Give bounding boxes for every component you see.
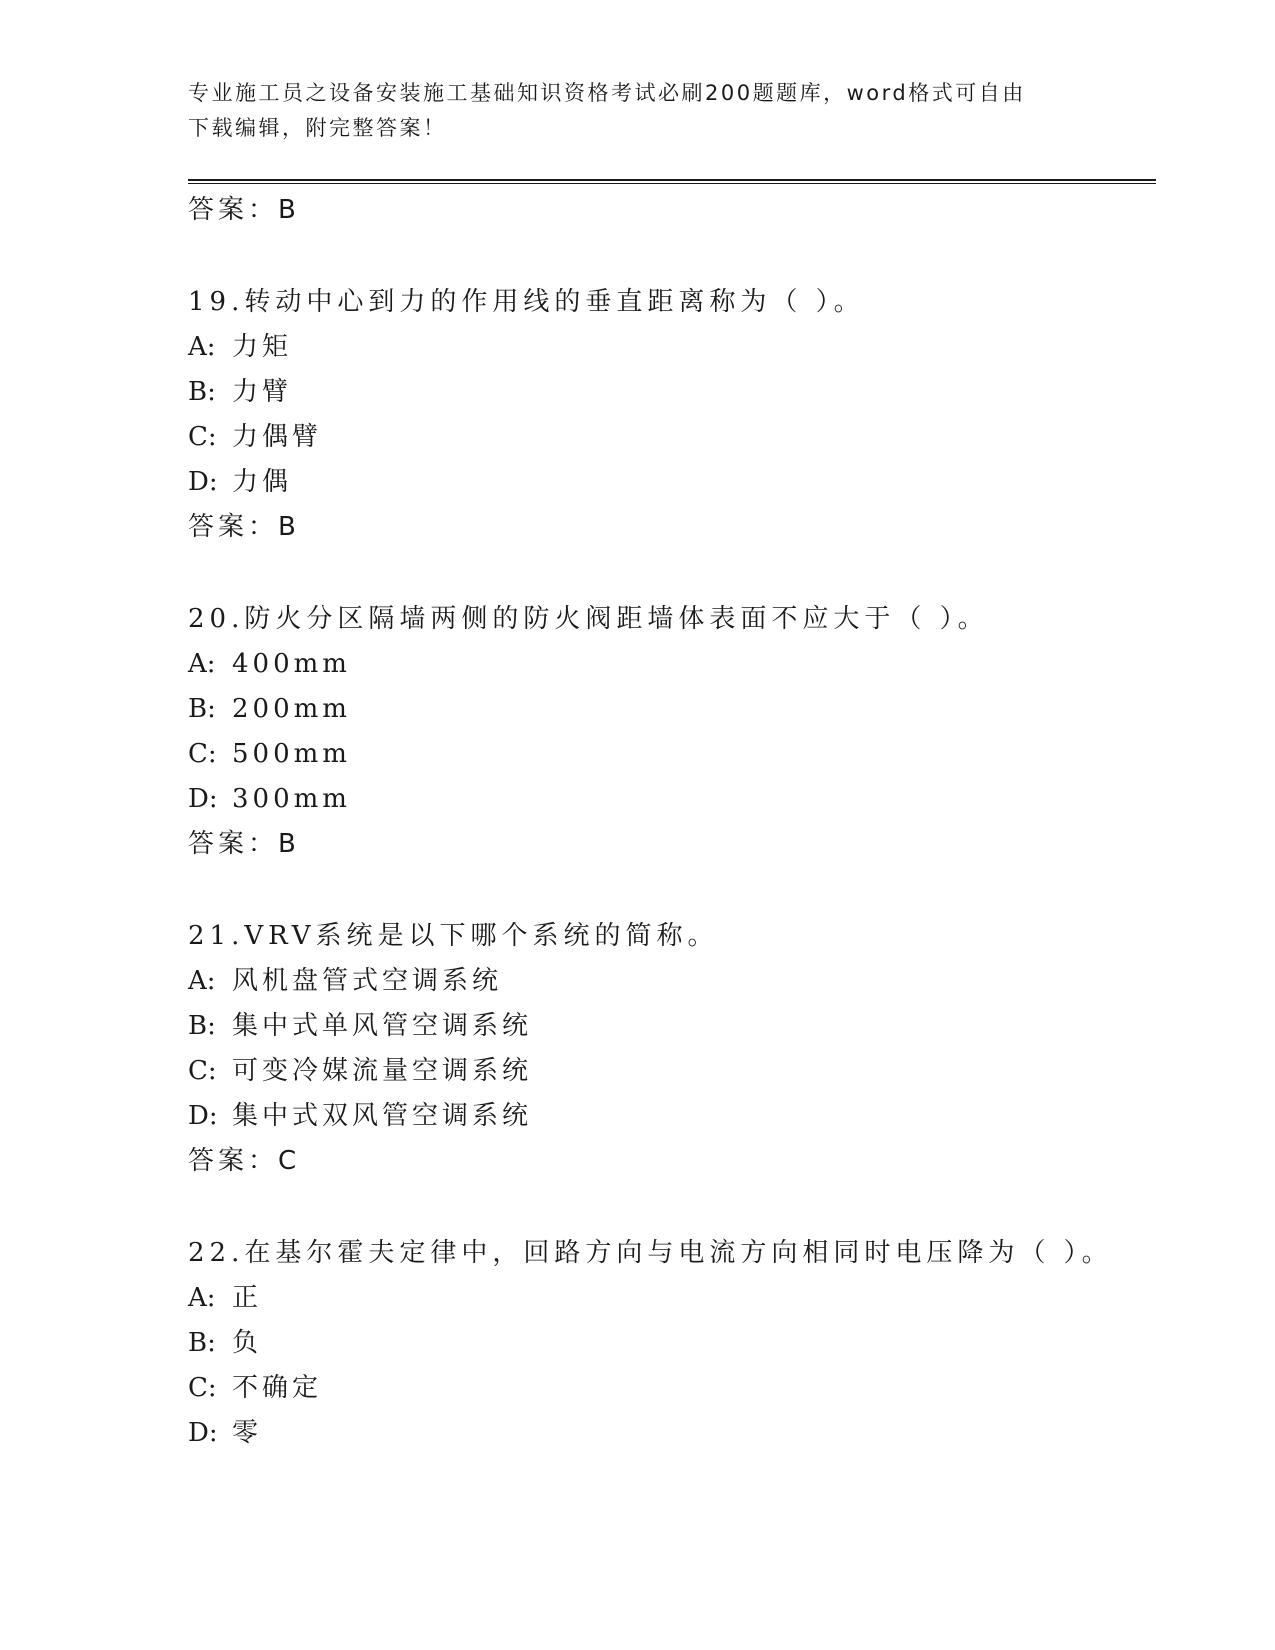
option-a xyxy=(188,1276,1156,1321)
option-text: 正 xyxy=(232,1283,263,1313)
header-line-1: 专业施工员之设备安装施工基础知识资格考试必刷200题题库，word格式可自由 xyxy=(188,81,1026,105)
option-key: D: xyxy=(188,1418,218,1448)
answer-value: B xyxy=(278,829,297,859)
option-key: B: xyxy=(188,1011,216,1041)
option-b xyxy=(188,1321,1156,1366)
option-c xyxy=(188,1366,1156,1411)
spacer xyxy=(188,550,1156,597)
option-text: 500mm xyxy=(232,739,351,769)
header-divider-thick xyxy=(188,179,1156,181)
option-text: 不确定 xyxy=(232,1373,323,1403)
spacer xyxy=(188,1184,1156,1231)
option-text: 300mm xyxy=(232,784,351,814)
answer-label: 答案： xyxy=(188,1146,279,1176)
option-text: 力偶臂 xyxy=(232,422,323,452)
option-key: A: xyxy=(188,649,216,679)
option-text: 力矩 xyxy=(232,332,293,362)
spacer xyxy=(188,867,1156,914)
question-block xyxy=(188,280,1156,550)
option-d xyxy=(188,460,1156,505)
option-text: 可变冷媒流量空调系统 xyxy=(232,1056,533,1086)
question-block xyxy=(188,1231,1156,1456)
option-a xyxy=(188,642,1156,687)
answer-line xyxy=(188,1139,1156,1184)
spacer xyxy=(188,233,1156,280)
option-text: 集中式双风管空调系统 xyxy=(232,1101,533,1131)
answer-label: 答案： xyxy=(188,829,279,859)
option-key: C: xyxy=(188,1373,217,1403)
answer-line xyxy=(188,505,1156,550)
option-key: A: xyxy=(188,332,216,362)
option-d xyxy=(188,777,1156,822)
option-b xyxy=(188,1004,1156,1049)
answer-value: B xyxy=(278,195,297,225)
option-key: A: xyxy=(188,1283,216,1313)
option-c xyxy=(188,732,1156,777)
option-b xyxy=(188,687,1156,732)
answer-label: 答案： xyxy=(188,195,279,225)
option-a xyxy=(188,325,1156,370)
option-key: D: xyxy=(188,784,218,814)
option-text: 力臂 xyxy=(232,377,293,407)
option-key: B: xyxy=(188,694,216,724)
question-list xyxy=(188,188,1156,1456)
option-key: D: xyxy=(188,1101,218,1131)
question-block xyxy=(188,597,1156,867)
answer-line xyxy=(188,822,1156,867)
header-divider-thin xyxy=(188,183,1156,184)
header-line-2: 下载编辑，附完整答案！ xyxy=(188,116,447,140)
option-key: C: xyxy=(188,422,217,452)
answer-label: 答案： xyxy=(188,512,279,542)
question-stem: 21.VRV系统是以下哪个系统的简称。 xyxy=(188,921,719,951)
question-stem: 20.防火分区隔墙两侧的防火阀距墙体表面不应大于（ ）。 xyxy=(188,604,989,634)
question-stem: 19.转动中心到力的作用线的垂直距离称为（ ）。 xyxy=(188,287,865,317)
option-c xyxy=(188,415,1156,460)
option-b xyxy=(188,370,1156,415)
option-key: A: xyxy=(188,966,216,996)
document-header xyxy=(188,76,1068,146)
option-text: 400mm xyxy=(232,649,351,679)
option-text: 负 xyxy=(232,1328,263,1358)
option-key: D: xyxy=(188,467,218,497)
option-d xyxy=(188,1411,1156,1456)
option-key: B: xyxy=(188,377,216,407)
option-text: 集中式单风管空调系统 xyxy=(232,1011,533,1041)
option-key: C: xyxy=(188,739,217,769)
option-c xyxy=(188,1049,1156,1094)
question-block xyxy=(188,914,1156,1184)
option-text: 风机盘管式空调系统 xyxy=(232,966,503,996)
option-a xyxy=(188,959,1156,1004)
option-text: 力偶 xyxy=(232,467,293,497)
answer-value: B xyxy=(278,512,297,542)
option-key: B: xyxy=(188,1328,216,1358)
question-stem: 22.在基尔霍夫定律中，回路方向与电流方向相同时电压降为（ ）。 xyxy=(188,1238,1113,1268)
answer-line xyxy=(188,188,1156,233)
answer-value: C xyxy=(278,1146,298,1176)
option-key: C: xyxy=(188,1056,217,1086)
option-text: 零 xyxy=(232,1418,263,1448)
option-d xyxy=(188,1094,1156,1139)
option-text: 200mm xyxy=(232,694,351,724)
